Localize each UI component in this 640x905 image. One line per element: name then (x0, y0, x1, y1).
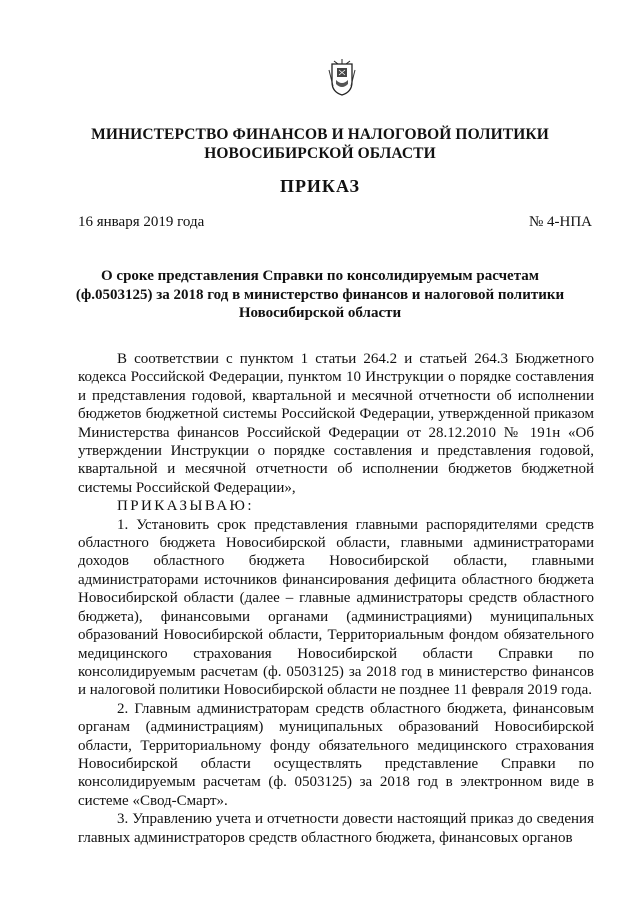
document-subject: О сроке представления Справки по консолидируемым расчетам (ф.0503125) за 2018 год в министерство финансов и налоговой политики Новосибирской области (75, 268, 565, 321)
item-3-paragraph: 3. Управлению учета и отчетности довести настоящий приказ до сведения главных администраторов средств областного бюджета, финансовых органов (78, 811, 594, 846)
item-2-paragraph: 2. Главным администраторам средств областного бюджета, финансовым органам (администрациям) муниципальных образований Новосибирской области, Территориальному фонду обязательного медицинского страхования Новосибирской области осуществлять представление Справки по консолидируемым расчетам (ф. 0503125) за 2018 год в электронном виде в системе «Свод-Смарт». (78, 700, 594, 809)
document-body (78, 350, 594, 847)
ministry-heading-line1: МИНИСТЕРСТВО ФИНАНСОВ И НАЛОГОВОЙ ПОЛИТИКИ (91, 126, 549, 143)
ministry-heading-line2: НОВОСИБИРСКОЙ ОБЛАСТИ (204, 145, 436, 162)
document-date: 16 января 2019 года (78, 214, 205, 230)
ministry-heading (60, 125, 580, 163)
coat-of-arms-icon (328, 58, 356, 96)
item-1-paragraph: 1. Установить срок представления главными распорядителями средств областного бюджета Новосибирской области, главными администраторами доходов областного бюджета Новосибирской области, главными администраторами источников финансирования дефицита областного бюджета Новосибирской области (далее – главные администраторы средств областного бюджета), финансовыми органами (администрациями) муниципальных образований Новосибирской области, Территориальным фондом обязательного медицинского страхования Новосибирской области Справки по консолидируемым расчетам (ф. 0503125) за 2018 год в министерство финансов и налоговой политики Новосибирской области не позднее 11 февраля 2019 года. (78, 516, 594, 699)
document-number: № 4-НПА (528, 214, 592, 230)
document-title: ПРИКАЗ (279, 176, 361, 196)
preamble-paragraph: В соответствии с пунктом 1 статьи 264.2 и статьей 264.3 Бюджетного кодекса Российской Федерации, пунктом 10 Инструкции о порядке составления и представления годовой, квартальной и месячной отчетности об исполнении бюджетов бюджетной системы Российской Федерации, утвержденной приказом Министерства финансов Российской Федерации от 28.12.2010 № 191н «Об утверждении Инструкции о порядке составления и представления годовой, квартальной и месячной отчетности об исполнении бюджетов бюджетной системы Российской Федерации», (78, 351, 594, 496)
order-word: ПРИКАЗЫВАЮ: (117, 498, 254, 515)
